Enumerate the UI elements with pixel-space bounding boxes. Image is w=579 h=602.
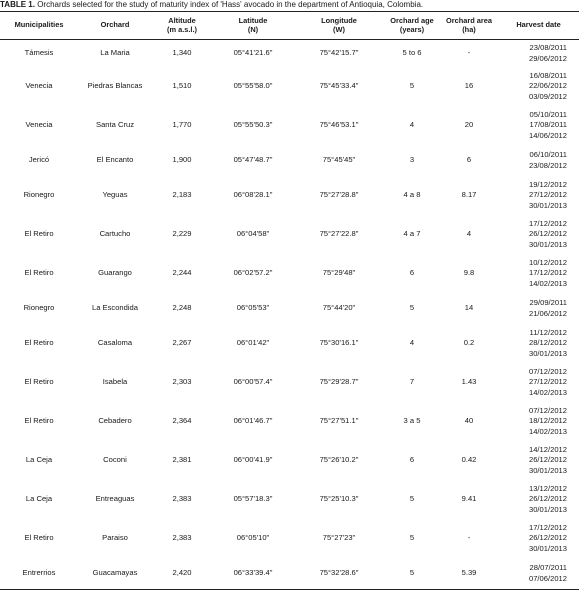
harvest-date-cell: [498, 402, 579, 441]
orchard-area-cell: 8.17: [461, 190, 477, 200]
altitude-cell: 2,364: [172, 416, 192, 426]
harvest-date-cell: [498, 441, 579, 480]
latitude-cell: 06°04'58": [236, 229, 270, 239]
harvest-date: 16/08/2011: [529, 70, 567, 80]
orchard-age-cell: 6: [409, 455, 415, 465]
table-caption: [0, 0, 579, 10]
header-line: Longitude: [321, 16, 357, 25]
harvest-date: 30/01/2013: [528, 504, 567, 514]
header-line: Orchard age: [390, 16, 434, 25]
harvest-date-cell: [498, 215, 579, 254]
municipality-cell: Jericó: [28, 155, 50, 165]
orchard-area-cell: 16: [464, 81, 474, 91]
col-header-orchard-area: [440, 12, 498, 40]
longitude-cell: 75°26'10.2": [319, 455, 359, 465]
table-row: [0, 519, 579, 558]
orchard-age-cell: 5: [409, 81, 415, 91]
harvest-date-cell: [498, 558, 579, 590]
latitude-cell: 05°41'21.6": [233, 48, 273, 58]
table-row: [0, 402, 579, 441]
orchard-age-cell: 4 a 7: [403, 229, 421, 239]
longitude-cell: 75°42'15.7": [319, 48, 359, 58]
header-line: Harvest date: [516, 20, 561, 30]
municipality-cell: El Retiro: [24, 377, 54, 387]
table-row: [0, 480, 579, 519]
orchards-table: [0, 11, 579, 590]
harvest-date-cell: [498, 145, 579, 176]
municipality-cell: El Retiro: [24, 533, 54, 543]
orchard-age-cell: 3: [409, 155, 415, 165]
harvest-date: 07/06/2012: [528, 573, 567, 583]
altitude-cell: 2,381: [172, 455, 192, 465]
header-unit: (N): [247, 24, 259, 34]
harvest-date-cell: [498, 519, 579, 558]
altitude-cell: 1,340: [172, 48, 192, 58]
orchard-age-cell: 7: [409, 377, 415, 387]
harvest-date: 03/09/2012: [528, 91, 567, 101]
col-header-harvest-date: [498, 12, 579, 40]
caption-label: TABLE 1.: [0, 0, 35, 9]
harvest-date: 27/12/2012: [528, 377, 567, 387]
longitude-cell: 75°27'51.1": [319, 416, 359, 426]
municipality-cell: Rionegro: [23, 190, 55, 200]
header-unit: (m a.s.l.): [167, 24, 197, 34]
header-unit: (years): [399, 24, 425, 34]
orchard-cell: Coconi: [103, 455, 127, 465]
longitude-cell: 75°46'53.1": [319, 120, 359, 130]
orchard-age-cell: 5: [409, 533, 415, 543]
altitude-cell: 2,183: [172, 190, 192, 200]
municipality-cell: La Ceja: [25, 455, 53, 465]
municipality-cell: Venecia: [25, 120, 53, 130]
orchard-cell: Isabela: [102, 377, 128, 387]
header-line: Orchard: [100, 20, 130, 30]
latitude-cell: 06°01'42": [236, 338, 270, 348]
harvest-date: 27/12/2012: [528, 190, 567, 200]
municipality-cell: El Retiro: [24, 416, 54, 426]
harvest-date: 07/12/2012: [528, 366, 567, 376]
longitude-cell: 75°45'45": [322, 155, 356, 165]
harvest-date: 14/12/2012: [528, 444, 567, 454]
longitude-cell: 75°45'33.4": [319, 81, 359, 91]
harvest-date: 14/02/2013: [528, 278, 567, 288]
orchard-cell: Cebadero: [98, 416, 132, 426]
header-line: Orchard area: [445, 16, 492, 25]
harvest-date-cell: [498, 176, 579, 215]
orchard-area-cell: 9.8: [463, 268, 475, 278]
harvest-date: 26/12/2012: [528, 455, 567, 465]
orchard-cell: La Escondida: [91, 303, 139, 313]
longitude-cell: 75°25'10.3": [319, 494, 359, 504]
harvest-date: 30/01/2013: [528, 543, 567, 553]
orchard-cell: Entreaguas: [95, 494, 135, 504]
table-row: [0, 293, 579, 324]
longitude-cell: 75°27'28.8": [319, 190, 359, 200]
harvest-date-cell: [498, 67, 579, 106]
orchard-age-cell: 5: [409, 494, 415, 504]
longitude-cell: 75°29'48": [322, 268, 356, 278]
orchard-area-cell: 0.42: [461, 455, 477, 465]
altitude-cell: 2,244: [172, 268, 192, 278]
municipality-cell: Rionegro: [23, 303, 55, 313]
orchard-area-cell: 9.41: [461, 494, 477, 504]
orchard-cell: Guacamayas: [78, 558, 152, 590]
harvest-date-cell: [498, 106, 579, 145]
harvest-date: 17/12/2012: [528, 522, 567, 532]
harvest-date-cell: [498, 254, 579, 293]
harvest-date: 14/02/2013: [528, 426, 567, 436]
harvest-date: 21/06/2012: [528, 308, 567, 318]
harvest-date: 30/01/2013: [528, 239, 567, 249]
harvest-date: 29/09/2011: [529, 298, 567, 307]
harvest-date: 26/12/2012: [528, 494, 567, 504]
latitude-cell: 06°05'10": [236, 533, 270, 543]
harvest-date: 18/12/2012: [528, 416, 567, 426]
latitude-cell: 06°01'46.7": [233, 416, 273, 426]
table-row: [0, 145, 579, 176]
orchard-area-cell: 20: [464, 120, 474, 130]
harvest-date: 29/06/2012: [528, 53, 567, 63]
longitude-cell: 75°44'20": [322, 303, 356, 313]
orchard-cell: Casaloma: [97, 338, 133, 348]
orchard-age-cell: 4: [409, 338, 415, 348]
header-line: Latitude: [238, 16, 268, 25]
altitude-cell: 2,383: [172, 533, 192, 543]
table-row: [0, 558, 579, 590]
longitude-cell: 75°27'23": [322, 533, 356, 543]
header-row: [0, 12, 579, 40]
table-row: [0, 40, 579, 68]
harvest-date: 23/08/2011: [529, 43, 567, 52]
table-row: [0, 106, 579, 145]
orchard-cell: Piedras Blancas: [87, 81, 143, 91]
table-row: [0, 215, 579, 254]
longitude-cell: 75°30'16.1": [319, 338, 359, 348]
orchard-cell: Guarango: [98, 268, 132, 278]
table-header: [0, 12, 579, 40]
altitude-cell: 1,900: [172, 155, 192, 165]
harvest-date: 17/12/2012: [528, 218, 567, 228]
orchard-area-cell: 14: [464, 303, 474, 313]
harvest-date: 14/02/2013: [528, 387, 567, 397]
harvest-date: 19/12/2012: [528, 179, 567, 189]
municipality-cell: El Retiro: [24, 338, 54, 348]
orchard-cell: Yeguas: [102, 190, 128, 200]
harvest-date: 30/01/2013: [528, 348, 567, 358]
col-header-municipalities: [0, 12, 78, 40]
col-header-latitude: [212, 12, 294, 40]
latitude-cell: 05°55'58.0": [233, 81, 273, 91]
table-row: [0, 254, 579, 293]
orchard-area-cell: 40: [464, 416, 474, 426]
header-unit: (ha): [462, 24, 476, 34]
latitude-cell: 06°08'28.1": [233, 190, 273, 200]
harvest-date: 11/12/2012: [529, 327, 567, 337]
harvest-date-cell: [498, 293, 579, 324]
orchard-cell: La Maria: [100, 48, 130, 58]
harvest-date: 23/08/2012: [528, 160, 567, 170]
orchard-area-cell: 0.2: [463, 338, 475, 348]
orchard-age-cell: 5 to 6: [402, 48, 422, 58]
longitude-cell: 75°32'28.6": [294, 558, 384, 590]
orchard-cell: Cartucho: [99, 229, 131, 239]
orchard-age-cell: 3 a 5: [403, 416, 421, 426]
table-row: [0, 363, 579, 402]
header-unit: (W): [333, 24, 345, 34]
longitude-cell: 75°27'22.8": [319, 229, 359, 239]
harvest-date: 22/06/2012: [528, 81, 567, 91]
caption-text: Orchards selected for the study of maturity index of 'Hass' avocado in the department of Antioquia, Colombia.: [34, 0, 424, 9]
harvest-date-cell: [498, 363, 579, 402]
orchard-area-cell: 5.39: [440, 558, 498, 590]
orchard-cell: Paraiso: [102, 533, 128, 543]
harvest-date: 28/07/2011: [529, 563, 567, 572]
table-row: [0, 176, 579, 215]
harvest-date: 26/12/2012: [528, 229, 567, 239]
harvest-date-cell: [498, 324, 579, 363]
latitude-cell: 05°57'18.3": [233, 494, 273, 504]
altitude-cell: 2,248: [172, 303, 192, 313]
harvest-date: 17/12/2012: [528, 268, 567, 278]
altitude-cell: 1,770: [172, 120, 192, 130]
header-line: Altitude: [168, 16, 196, 25]
harvest-date: 14/06/2012: [528, 130, 567, 140]
col-header-orchard: [78, 12, 152, 40]
municipality-cell: La Ceja: [25, 494, 53, 504]
orchards-table-container: [0, 11, 579, 590]
latitude-cell: 06°33'39.4": [212, 558, 294, 590]
table-row: [0, 324, 579, 363]
harvest-date: 30/01/2013: [528, 465, 567, 475]
latitude-cell: 06°00'57.4": [233, 377, 273, 387]
harvest-date: 06/10/2011: [529, 150, 567, 159]
harvest-date: 17/08/2011: [529, 120, 567, 130]
orchard-area-cell: -: [467, 48, 471, 58]
orchard-age-cell: 4: [409, 120, 415, 130]
orchard-cell: Santa Cruz: [96, 120, 134, 130]
col-header-longitude: [294, 12, 384, 40]
harvest-date: 13/12/2012: [528, 483, 567, 493]
municipality-cell: Entrerrios: [0, 558, 78, 590]
orchard-age-cell: 5: [384, 558, 440, 590]
altitude-cell: 2,267: [172, 338, 192, 348]
municipality-cell: El Retiro: [24, 229, 54, 239]
latitude-cell: 06°00'41.9": [233, 455, 273, 465]
harvest-date: 05/10/2011: [529, 109, 567, 119]
col-header-altitude: [152, 12, 212, 40]
orchard-area-cell: 1.43: [461, 377, 477, 387]
altitude-cell: 2,303: [172, 377, 192, 387]
latitude-cell: 05°55'50.3": [233, 120, 273, 130]
orchard-age-cell: 6: [409, 268, 415, 278]
longitude-cell: 75°29'28.7": [319, 377, 359, 387]
orchard-cell: El Encanto: [96, 155, 134, 165]
table-row: [0, 441, 579, 480]
orchard-area-cell: 4: [466, 229, 472, 239]
latitude-cell: 05°47'48.7": [233, 155, 273, 165]
harvest-date-cell: [498, 40, 579, 68]
harvest-date: 07/12/2012: [528, 405, 567, 415]
orchard-area-cell: 6: [466, 155, 472, 165]
municipality-cell: Támesis: [24, 48, 54, 58]
orchard-age-cell: 5: [409, 303, 415, 313]
orchard-age-cell: 4 a 8: [403, 190, 421, 200]
harvest-date: 30/01/2013: [528, 200, 567, 210]
table-row: [0, 67, 579, 106]
harvest-date: 26/12/2012: [528, 533, 567, 543]
harvest-date: 28/12/2012: [528, 338, 567, 348]
altitude-cell: 2,383: [172, 494, 192, 504]
altitude-cell: 1,510: [172, 81, 192, 91]
col-header-orchard-age: [384, 12, 440, 40]
table-body: [0, 40, 579, 590]
altitude-cell: 2,420: [152, 558, 212, 590]
orchard-area-cell: -: [467, 533, 471, 543]
latitude-cell: 06°02'57.2": [233, 268, 273, 278]
latitude-cell: 06°05'53": [236, 303, 270, 313]
altitude-cell: 2,229: [172, 229, 192, 239]
header-line: Municipalities: [14, 20, 64, 30]
municipality-cell: El Retiro: [24, 268, 54, 278]
harvest-date-cell: [498, 480, 579, 519]
harvest-date: 10/12/2012: [528, 257, 567, 267]
municipality-cell: Venecia: [25, 81, 53, 91]
